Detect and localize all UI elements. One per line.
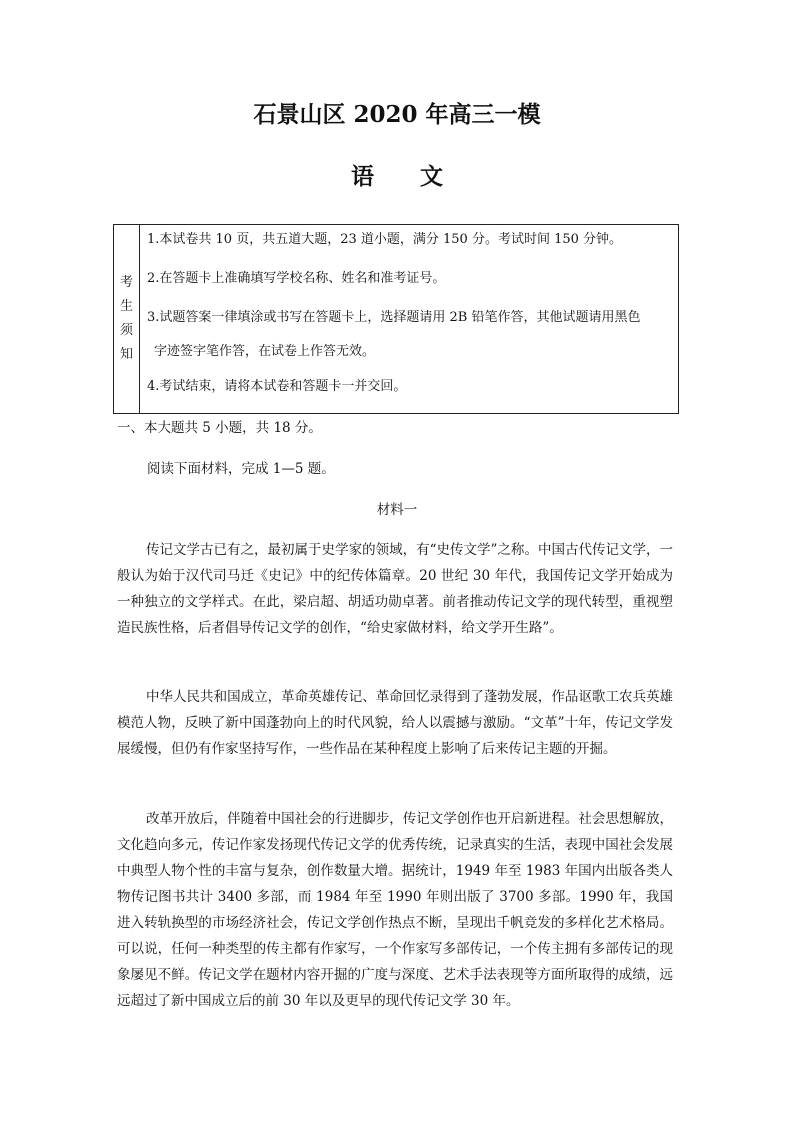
notice-box bbox=[113, 224, 679, 414]
notice-label bbox=[114, 225, 140, 413]
paragraph: 传记文学古已有之，最初属于史学家的领域，有“史传文学”之称。中国古代传记文学，一般认为始于汉代司马迁《史记》中的纪传体篇章。20 世纪 30 年代，我国传记文学开始成为一种独立的文学样式。在此，梁启超、胡适功勋卓著。前者推动传记文学的现代转型，重视塑造民族性格，后者倡导传记文学的创作，“给史家做材料，给文学开生路”。 bbox=[117, 542, 673, 636]
paragraph: 中华人民共和国成立，革命英雄传记、革命回忆录得到了蓬勃发展，作品讴歌工农兵英雄模范人物，反映了新中国蓬勃向上的时代风貌，给人以震撼与激励。“文革”十年，传记文学发展缓慢，但仍有作家坚持写作，一些作品在某种程度上影响了后来传记主题的开掘。 bbox=[117, 689, 673, 757]
notice-item bbox=[147, 307, 674, 363]
reading-instruction: 阅读下面材料，完成 1—5 题。 bbox=[147, 461, 335, 477]
notice-item-text: 3.试题答案一律填涂或书写在答题卡上，选择题请用 2B 铅笔作答，其他试题请用黑色 bbox=[147, 310, 641, 325]
notice-label-char: 须 bbox=[119, 323, 133, 338]
notice-label-char: 知 bbox=[119, 347, 133, 362]
notice-item-continuation: 字迹签字笔作答，在试卷上作答无效。 bbox=[154, 344, 376, 359]
material-title: 材料一 bbox=[376, 502, 418, 518]
notice-label-char: 考 bbox=[119, 275, 133, 290]
notice-items bbox=[147, 229, 674, 398]
notice-item: 1.本试卷共 10 页，共五道大题，23 道小题，满分 150 分。考试时间 150 分钟。 bbox=[147, 232, 623, 247]
section-heading: 一、本大题共 5 小题，共 18 分。 bbox=[117, 420, 322, 436]
notice-label-char: 生 bbox=[119, 299, 133, 314]
paragraph: 改革开放后，伴随着中国社会的行进脚步，传记文学创作也开启新进程。社会思想解放，文化趋向多元，传记作家发扬现代传记文学的优秀传统，记录真实的生活，表现中国社会发展中典型人物个性的丰富与复杂，创作数量大增。据统计，1949 年至 1983 年国内出版各类人物传记图书共计 3400 多部，而 1984 年至 1990 年则出版了 3700 多部。1990 年，我国进入转轨换型的市场经济社会，传记文学创作热点不断，呈现出千帆竞发的多样化艺术格局。可以说，任何一种类型的传主都有作家写，一个作家写多部传记，一个传主拥有多部传记的现象屡见不鲜。传记文学在题材内容开掘的广度与深度、艺术手法表现等方面所取得的成绩，远远超过了新中国成立后的前 30 年以及更早的现代传记文学 30 年。 bbox=[117, 811, 673, 1009]
notice-item: 2.在答题卡上准确填写学校名称、姓名和准考证号。 bbox=[147, 271, 446, 286]
exam-title: 石景山区 2020 年高三一模 bbox=[253, 101, 541, 128]
notice-item: 4.考试结束，请将本试卷和答题卡一并交回。 bbox=[147, 379, 407, 394]
subject-heading: 语文 bbox=[351, 163, 489, 190]
